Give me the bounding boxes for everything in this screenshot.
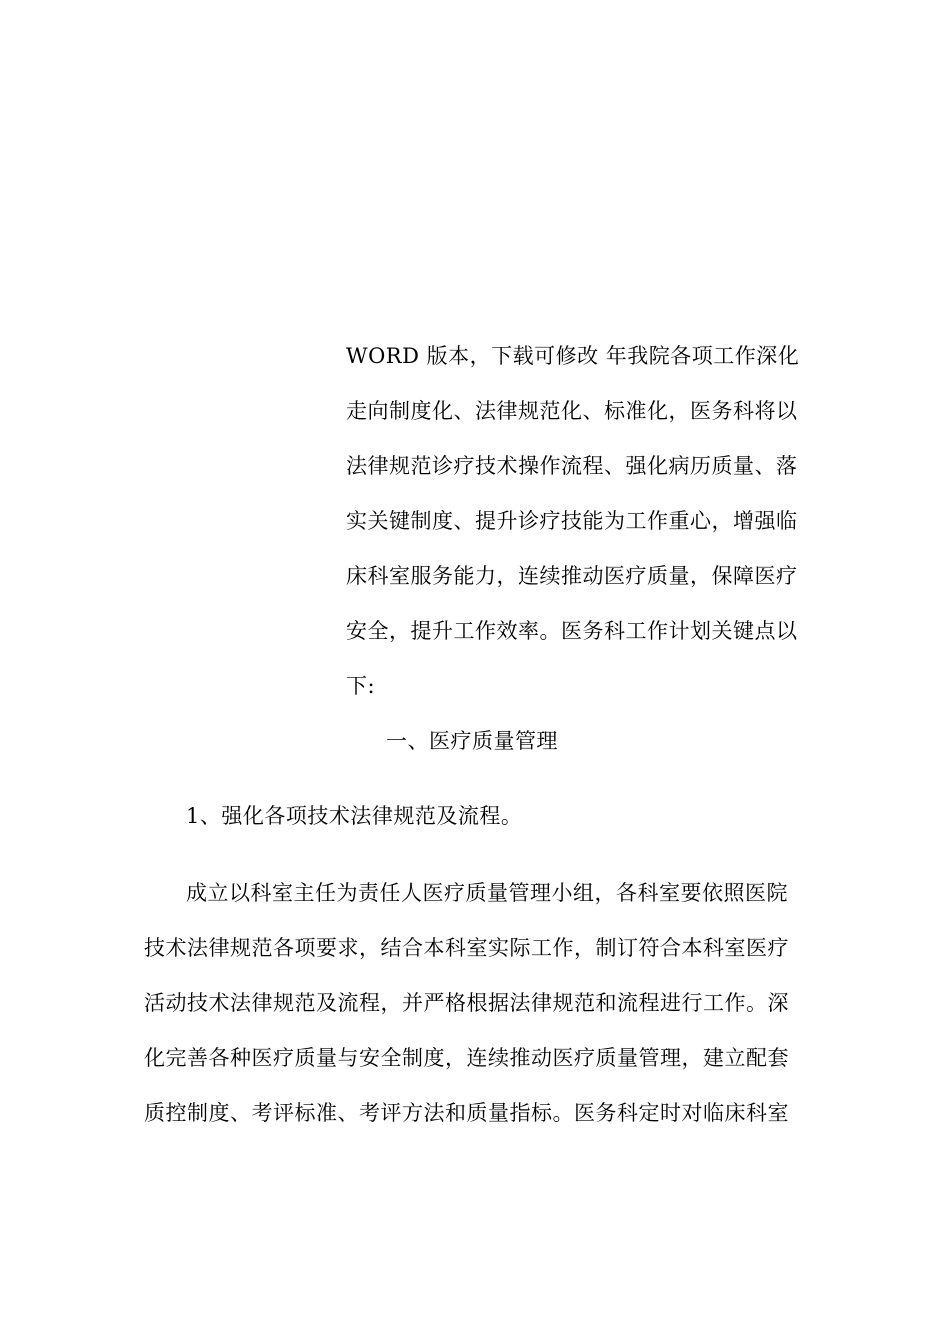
body-line-3: 活动技术法律规范及流程，并严格根据法律规范和流程进行工作。深 [144, 991, 789, 1015]
intro-line-3: 法律规范诊疗技术操作流程、强化病历质量、落 [346, 454, 798, 478]
item-heading: 1、强化各项技术法律规范及流程。 [186, 804, 523, 828]
body-line-4: 化完善各种医疗质量与安全制度，连续推动医疗质量管理，建立配套 [144, 1046, 789, 1070]
intro-line-1: WORD 版本，下载可修改 年我院各项工作深化 [346, 344, 800, 368]
intro-line-7: 下: [346, 674, 376, 698]
intro-line-2: 走向制度化、法律规范化、标准化，医务科将以 [346, 399, 798, 423]
intro-line-4: 实关键制度、提升诊疗技能为工作重心，增强临 [346, 509, 798, 533]
body-line-5: 质控制度、考评标准、考评方法和质量指标。医务科定时对临床科室 [144, 1101, 789, 1125]
intro-line-6: 安全，提升工作效率。医务科工作计划关键点以 [346, 619, 798, 643]
section-heading: 一、医疗质量管理 [386, 729, 558, 753]
intro-line-5: 床科室服务能力，连续推动医疗质量，保障医疗 [346, 564, 798, 588]
body-line-2: 技术法律规范各项要求，结合本科室实际工作，制订符合本科室医疗 [144, 936, 789, 960]
body-line-1: 成立以科室主任为责任人医疗质量管理小组，各科室要依照医院 [186, 881, 788, 905]
